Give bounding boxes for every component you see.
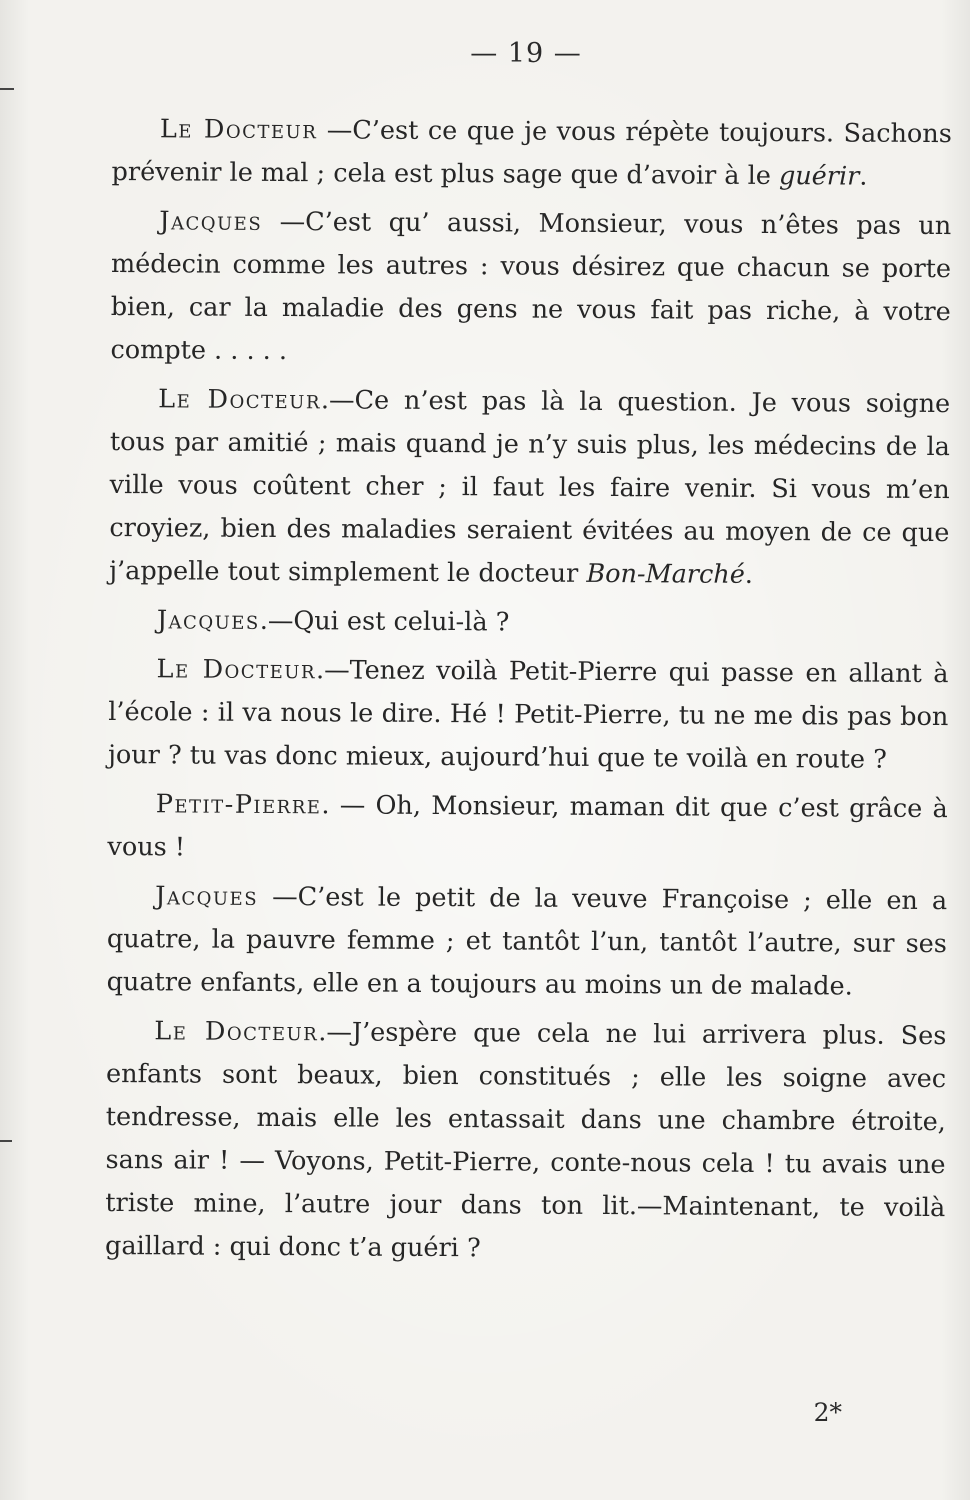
speaker-separator: — bbox=[317, 115, 353, 146]
paragraph bbox=[109, 599, 949, 647]
speaker-separator: .— bbox=[259, 605, 294, 637]
speech-tail: . bbox=[859, 161, 868, 192]
edge-mark bbox=[0, 1140, 12, 1142]
speaker-name: Le Docteur bbox=[154, 1016, 319, 1048]
speech: C’est ce que je vous répète toujours. Sachons prévenir le mal ; cela est plus sage que d’avoir à le bbox=[111, 115, 952, 192]
speaker-name: Le Docteur bbox=[159, 114, 318, 146]
dialogue-text bbox=[105, 108, 952, 1279]
paragraph bbox=[109, 378, 950, 598]
signature-mark: 2* bbox=[813, 1398, 842, 1427]
speech: C’est le petit de la veuve Françoise ; elle en a quatre, la pauvre femme ; et tantôt l’un, tantôt l’autre, sur ses quatre enfants, elle en a toujours au moins un de malade. bbox=[106, 882, 948, 1002]
speaker-name: Le Docteur bbox=[156, 654, 317, 686]
speech: Oh, Monsieur, maman dit que c’est grâce à vous ! bbox=[107, 790, 948, 863]
speaker-name: Jacques bbox=[159, 206, 263, 237]
speech: Tenez voilà Petit-Pierre qui passe en allant à l’école : il va nous le dire. Hé ! Petit-Pierre, tu ne me dis pas bon jour ? tu vas donc mieux, aujourd’hui que te voilà en route ? bbox=[107, 655, 949, 775]
speaker-separator: .— bbox=[315, 655, 350, 686]
paragraph bbox=[107, 783, 948, 874]
speech: Qui est celui-là ? bbox=[293, 606, 510, 638]
paragraph bbox=[107, 875, 948, 1009]
paragraph bbox=[108, 648, 949, 782]
speech: C’est qu’ aussi, Monsieur, vous n’êtes pas un médecin comme les autres : vous désirez que chacun se porte bien, car la maladie des gens ne vous fait pas riche, à votre compte . . . . . bbox=[110, 207, 952, 367]
edge-mark bbox=[0, 88, 14, 90]
speaker-separator: — bbox=[262, 206, 306, 238]
speaker-name: Petit-Pierre bbox=[155, 789, 322, 821]
speech: Ce n’est pas là la question. Je vous soigne tous par amitié ; mais quand je n’y suis plus, les médecins de la ville vous coûtent cher ; il faut les faire venir. Si vous m’en croyiez, bien des maladies seraient évitées au moyen de ce que j’appelle tout simplement le docteur bbox=[109, 385, 951, 589]
speech: J’espère que cela ne lui arrivera plus. Ses enfants sont beaux, bien constitués ; elle les soigne avec tendresse, mais elle les entassait dans une chambre étroite, sans air ! — Voyons, Petit-Pierre, conte-nous cela ! tu avais une triste mine, l’autre jour dans ton lit.—Maintenant, te voilà gaillard : qui donc t’a guéri ? bbox=[104, 1017, 947, 1264]
speech-tail: . bbox=[744, 559, 754, 590]
speaker-separator: — bbox=[257, 881, 298, 913]
italic-word: guérir bbox=[778, 161, 860, 192]
speaker-name: Jacques bbox=[155, 881, 259, 912]
italic-word: Bon-Marché bbox=[586, 558, 745, 590]
paragraph bbox=[110, 200, 951, 377]
speaker-separator: .— bbox=[318, 1017, 352, 1048]
paragraph bbox=[111, 108, 952, 199]
paragraph bbox=[105, 1010, 947, 1273]
speaker-name: Le Docteur bbox=[158, 384, 322, 416]
speaker-separator: . — bbox=[321, 790, 376, 821]
page-number: — 19 — bbox=[470, 38, 582, 69]
speaker-separator: .— bbox=[320, 385, 355, 416]
speaker-name: Jacques bbox=[156, 605, 260, 636]
